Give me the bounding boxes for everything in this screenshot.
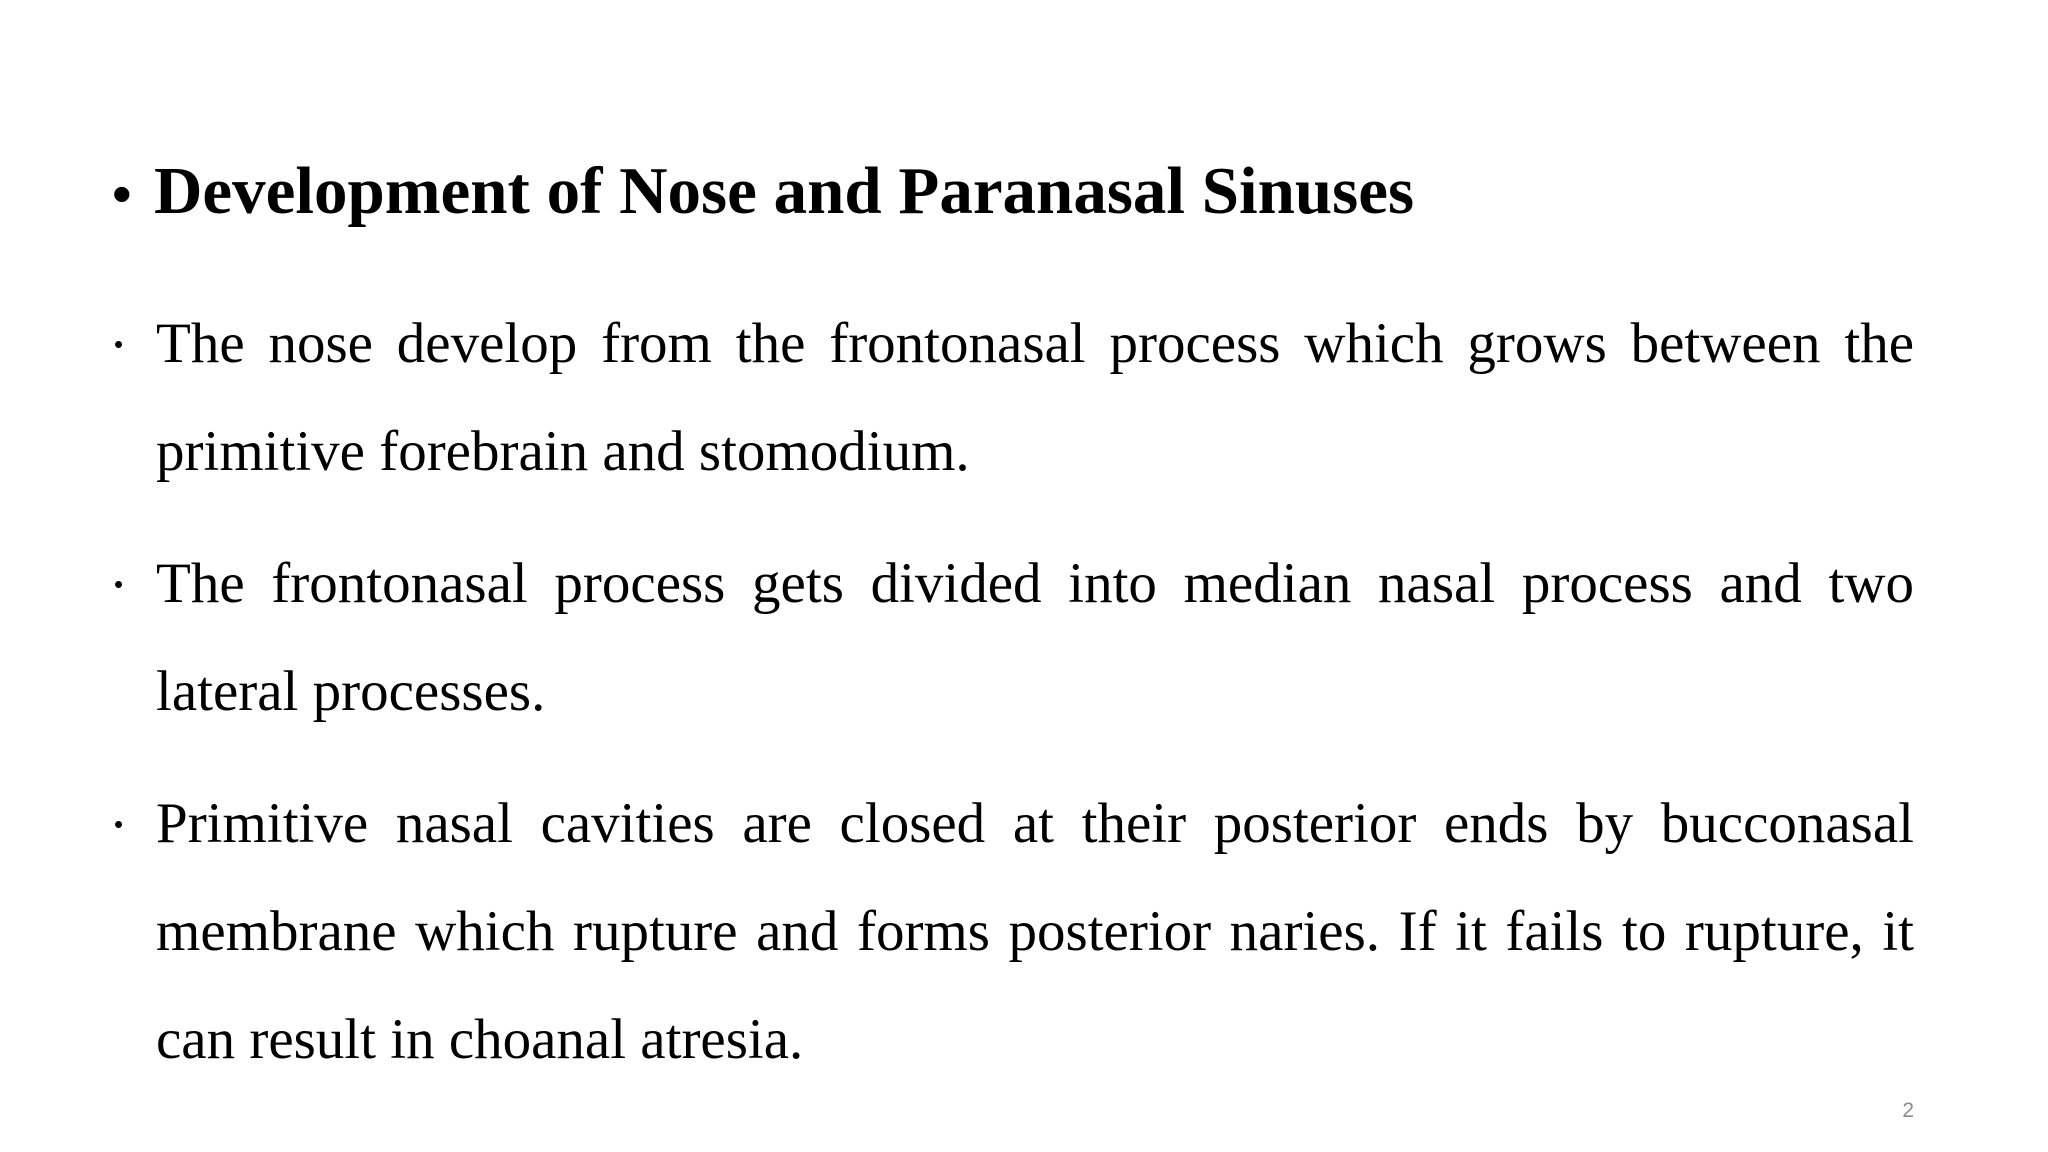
title-bullet: • <box>112 162 132 225</box>
bullet-text: The nose develop from the frontonasal process which grows between the primitive forebrain and stomodium. <box>156 312 1914 483</box>
bullet-text: Primitive nasal cavities are closed at their posterior ends by bucconasal membrane which rupture and forms posterior naries. If it fails to rupture, it can result in choanal atresia. <box>156 792 1914 1071</box>
bullet-item <box>112 290 1914 506</box>
slide-title-row <box>112 154 1415 228</box>
bullet-item <box>112 530 1914 746</box>
bullet-text: The frontonasal process gets divided into median nasal process and two lateral processes. <box>156 552 1914 723</box>
bullet-list <box>112 290 1914 1118</box>
bullet-dot: • <box>114 329 124 359</box>
bullet-item <box>112 770 1914 1094</box>
slide-title: Development of Nose and Paranasal Sinuses <box>154 154 1415 228</box>
bullet-dot: • <box>114 569 124 599</box>
page-number: 2 <box>1902 1099 1914 1122</box>
bullet-dot: • <box>114 809 124 839</box>
